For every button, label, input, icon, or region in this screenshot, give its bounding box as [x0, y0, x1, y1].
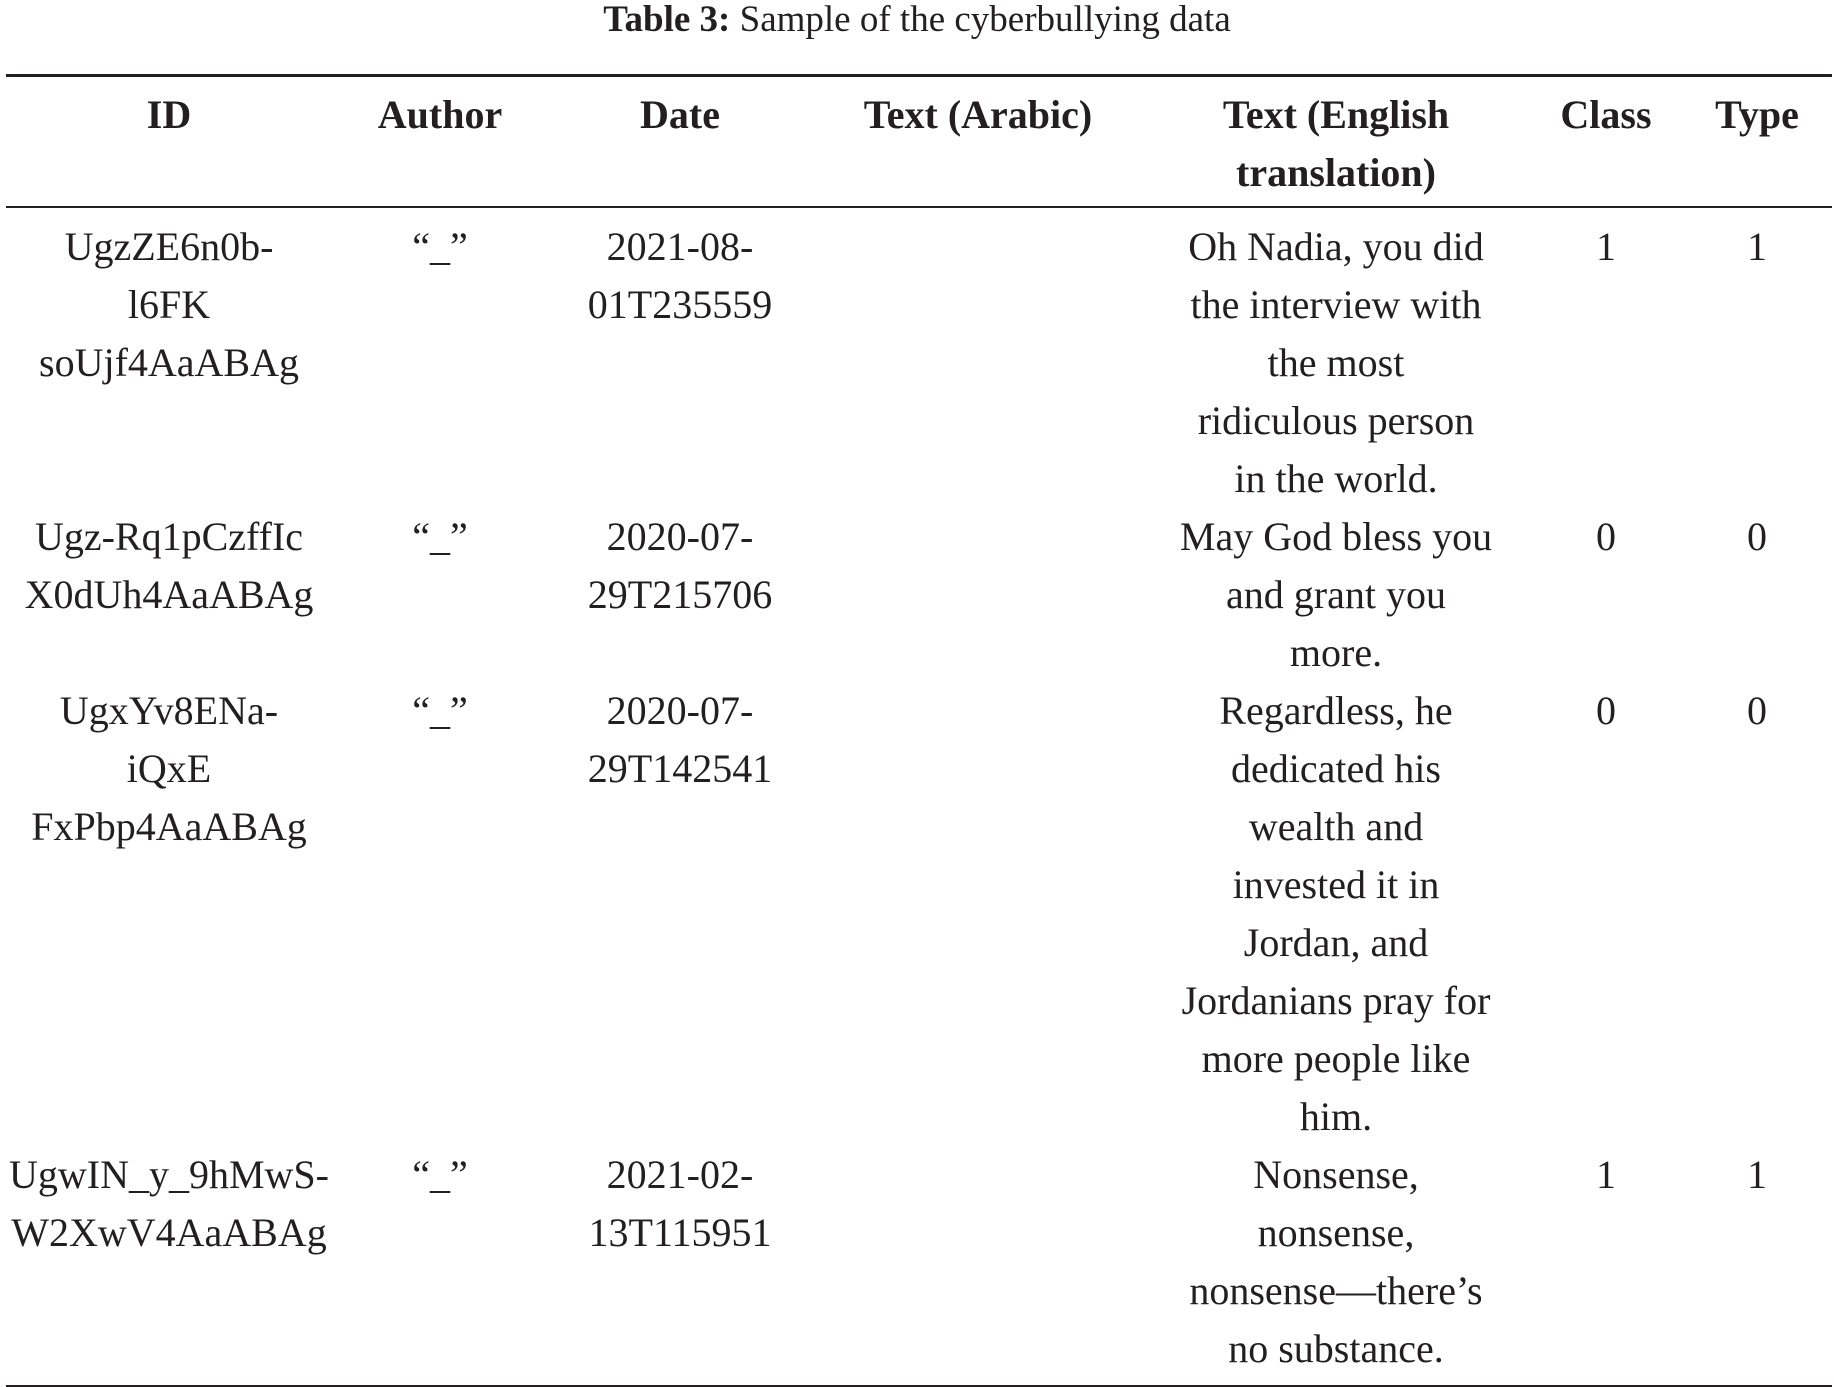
cell-id-line: UgxYv8ENa-	[59, 688, 279, 733]
header-text-english-line: Text (English	[1222, 92, 1450, 137]
cell-text-english-line: him.	[1299, 1094, 1373, 1139]
cell-text-english-line: more.	[1289, 630, 1383, 675]
cell-text-english-line: Jordan, and	[1243, 920, 1429, 965]
table-caption-label: Table 3:	[603, 0, 731, 40]
cell-text-english-line: in the world.	[1234, 456, 1438, 501]
cell-author: “_”	[412, 1152, 468, 1197]
table-caption-text: Sample of the cyberbullying data	[739, 0, 1231, 40]
header-text-english	[1146, 86, 1526, 202]
cell-text-english-line: more people like	[1201, 1036, 1471, 1081]
cell-id-line: soUjf4AaABAg	[39, 340, 299, 385]
cell-text-english-line: the interview with	[1190, 282, 1482, 327]
cell-text-english-line: Jordanians pray for	[1181, 978, 1491, 1023]
cell-id	[4, 508, 334, 624]
cell-author: “_”	[412, 224, 468, 269]
cell-id-line: iQxE	[126, 746, 212, 791]
cell-date-line: 13T115951	[588, 1210, 772, 1255]
cell-text-english	[1146, 508, 1526, 682]
cell-date-line: 01T235559	[587, 282, 773, 327]
header-type: Type	[1715, 92, 1799, 137]
cell-date-line: 2021-08-	[606, 224, 754, 269]
table-top-rule	[6, 74, 1832, 77]
cell-class: 1	[1596, 1152, 1616, 1197]
cell-text-english-line: nonsense,	[1257, 1210, 1415, 1255]
cell-class: 1	[1596, 224, 1616, 269]
cell-type: 1	[1747, 224, 1767, 269]
cell-id-line: W2XwV4AaABAg	[11, 1210, 327, 1255]
cell-date-line: 2021-02-	[606, 1152, 754, 1197]
cell-text-english-line: and grant you	[1226, 572, 1446, 617]
cell-text-english-line: no substance.	[1228, 1326, 1444, 1371]
cell-date-line: 2020-07-	[606, 514, 754, 559]
header-author: Author	[377, 92, 503, 137]
header-class: Class	[1560, 92, 1652, 137]
cell-id-line: UgwIN_y_9hMwS-	[9, 1152, 329, 1197]
cell-date-line: 2020-07-	[606, 688, 754, 733]
table-header-rule	[6, 206, 1832, 208]
cell-id-line: UgzZE6n0b-	[64, 224, 274, 269]
cell-id	[4, 1146, 334, 1262]
cell-text-english	[1146, 218, 1526, 508]
cell-text-english-line: Nonsense,	[1253, 1152, 1419, 1197]
cell-text-english	[1146, 1146, 1526, 1378]
cell-id-line: FxPbp4AaABAg	[31, 804, 307, 849]
header-text-english-line: translation)	[1236, 150, 1436, 195]
cell-text-english-line: dedicated his	[1231, 746, 1441, 791]
cell-author: “_”	[412, 688, 468, 733]
cell-text-english-line: Regardless, he	[1219, 688, 1453, 733]
cell-text-english-line: Oh Nadia, you did	[1188, 224, 1484, 269]
cell-text-english-line: wealth and	[1248, 804, 1424, 849]
cell-date	[560, 508, 800, 624]
cell-author: “_”	[412, 514, 468, 559]
cell-date	[560, 1146, 800, 1262]
cell-date	[560, 682, 800, 798]
cell-type: 0	[1747, 688, 1767, 733]
cell-date	[560, 218, 800, 334]
cell-id-line: Ugz-Rq1pCzffIc	[34, 514, 304, 559]
cell-text-english-line: invested it in	[1232, 862, 1440, 907]
cell-text-english	[1146, 682, 1526, 1146]
header-date: Date	[640, 92, 720, 137]
cell-type: 0	[1747, 514, 1767, 559]
table-caption	[0, 0, 1834, 44]
cell-id-line: l6FK	[127, 282, 211, 327]
cell-date-line: 29T142541	[587, 746, 773, 791]
cell-type: 1	[1747, 1152, 1767, 1197]
cell-class: 0	[1596, 514, 1616, 559]
cell-text-english-line: the most	[1267, 340, 1405, 385]
header-id: ID	[146, 92, 192, 137]
cell-date-line: 29T215706	[587, 572, 773, 617]
cell-text-english-line: ridiculous person	[1197, 398, 1475, 443]
cell-text-english-line: nonsense—there’s	[1189, 1268, 1483, 1313]
cell-id-line: X0dUh4AaABAg	[24, 572, 314, 617]
cell-id	[4, 218, 334, 392]
cell-text-english-line: May God bless you	[1179, 514, 1493, 559]
cell-class: 0	[1596, 688, 1616, 733]
header-text-arabic: Text (Arabic)	[863, 92, 1093, 137]
cell-id	[4, 682, 334, 856]
